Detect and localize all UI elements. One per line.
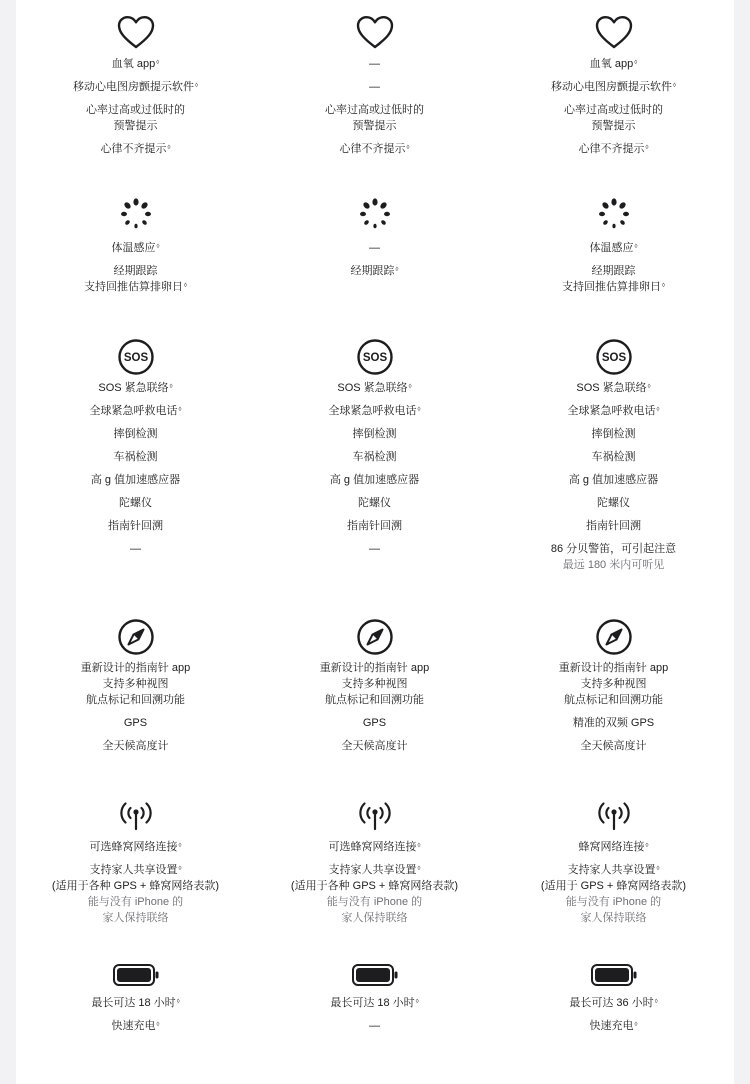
temperature-icon <box>116 196 156 236</box>
compass-item-2: 支持多种视图 <box>102 678 169 690</box>
health-item-3: 心率过高或过低时的 <box>325 104 424 116</box>
cellular-item-4: 能与没有 iPhone 的 <box>87 896 184 908</box>
cellular-item-3: (适用于 GPS + 蜂窝网络表款) <box>540 880 687 892</box>
health-item-2: 移动心电图房颤提示软件◊ <box>551 81 676 93</box>
cellular-item-4: 能与没有 iPhone 的 <box>326 896 423 908</box>
cellular-item-2: 支持家人共享设置◊ <box>567 864 660 876</box>
cellular-section <box>494 796 733 926</box>
health-item-4: 预警提示 <box>591 120 636 132</box>
compass-item-2: 支持多种视图 <box>341 678 408 690</box>
cellular-icon <box>355 796 395 832</box>
svg-text:SOS: SOS <box>601 352 626 365</box>
compass-section <box>16 618 255 754</box>
safety-item-5: 高 g 值加速感应器 <box>90 474 181 486</box>
comparison-panel <box>16 0 734 1084</box>
cellular-section <box>255 796 494 926</box>
temp-item-3: 支持回推估算排卵日◊ <box>562 281 665 293</box>
cellular-item-5: 家人保持联络 <box>341 912 408 924</box>
safety-item-4: 车祸检测 <box>591 451 636 463</box>
sos-icon <box>117 338 155 376</box>
compass-icon <box>356 618 394 656</box>
sos-icon <box>356 338 394 376</box>
compass-icon <box>117 618 155 656</box>
temp-section <box>16 196 255 295</box>
safety-item-3: 摔倒检测 <box>113 428 158 440</box>
battery-item-2: — <box>369 1020 380 1032</box>
safety-item-1: SOS 紧急联络◊ <box>337 382 412 394</box>
compass-item-3: 航点标记和回溯功能 <box>86 694 185 706</box>
safety-item-6: 陀螺仪 <box>597 497 630 509</box>
cellular-item-1: 蜂窝网络连接◊ <box>578 841 649 853</box>
battery-item-1: 最长可达 18 小时◊ <box>91 997 180 1009</box>
health-section <box>16 14 255 157</box>
battery-item-1: 最长可达 18 小时◊ <box>330 997 419 1009</box>
compass-item-2: 支持多种视图 <box>580 678 647 690</box>
heart-icon <box>594 14 634 52</box>
heart-icon <box>355 14 395 52</box>
column-model-1 <box>16 0 255 1084</box>
health-section <box>255 14 494 157</box>
battery-item-2: 快速充电◊ <box>111 1020 160 1032</box>
svg-text:SOS: SOS <box>123 352 148 365</box>
compass-item-4: 精准的双频 GPS <box>572 717 655 729</box>
heart-icon <box>116 14 156 52</box>
health-item-4: 预警提示 <box>352 120 397 132</box>
cellular-item-3: (适用于各种 GPS + 蜂窝网络表款) <box>51 880 220 892</box>
compass-item-4: GPS <box>362 717 387 729</box>
battery-item-2: 快速充电◊ <box>589 1020 638 1032</box>
cellular-item-5: 家人保持联络 <box>102 912 169 924</box>
safety-section <box>255 338 494 557</box>
safety-item-6: 陀螺仪 <box>119 497 152 509</box>
safety-item-1: SOS 紧急联络◊ <box>576 382 651 394</box>
safety-item-1: SOS 紧急联络◊ <box>98 382 173 394</box>
safety-item-5: 高 g 值加速感应器 <box>329 474 420 486</box>
cellular-item-2: 支持家人共享设置◊ <box>89 864 182 876</box>
health-item-1: — <box>369 58 380 70</box>
cellular-item-1: 可选蜂窝网络连接◊ <box>328 841 421 853</box>
health-item-5: 心律不齐提示◊ <box>100 143 171 155</box>
compass-item-5: 全天候高度计 <box>341 740 408 752</box>
temp-item-1: — <box>369 242 380 254</box>
safety-item-2: 全球紧急呼救电话◊ <box>89 405 182 417</box>
safety-section <box>494 338 733 573</box>
compass-item-1: 重新设计的指南针 app <box>319 662 430 674</box>
column-model-2 <box>255 0 494 1084</box>
battery-icon <box>590 962 638 988</box>
compass-section <box>494 618 733 754</box>
safety-item-9: 最远 180 米内可听见 <box>562 559 665 571</box>
safety-item-5: 高 g 值加速感应器 <box>568 474 659 486</box>
compass-item-1: 重新设计的指南针 app <box>80 662 191 674</box>
health-item-3: 心率过高或过低时的 <box>86 104 185 116</box>
compass-item-3: 航点标记和回溯功能 <box>564 694 663 706</box>
svg-text:SOS: SOS <box>362 352 387 365</box>
battery-icon <box>351 962 399 988</box>
compass-item-4: GPS <box>123 717 148 729</box>
safety-item-2: 全球紧急呼救电话◊ <box>567 405 660 417</box>
compass-icon <box>595 618 633 656</box>
safety-item-2: 全球紧急呼救电话◊ <box>328 405 421 417</box>
safety-item-8: — <box>130 543 141 555</box>
health-item-3: 心率过高或过低时的 <box>564 104 663 116</box>
temp-section <box>255 196 494 279</box>
safety-item-8: 86 分贝警笛，可引起注意 <box>550 543 677 555</box>
battery-item-1: 最长可达 36 小时◊ <box>569 997 658 1009</box>
cellular-item-4: 能与没有 iPhone 的 <box>565 896 662 908</box>
safety-item-3: 摔倒检测 <box>591 428 636 440</box>
temp-item-2: 经期跟踪 <box>113 265 158 277</box>
safety-item-7: 指南针回溯 <box>347 520 402 532</box>
health-item-5: 心律不齐提示◊ <box>339 143 410 155</box>
safety-item-3: 摔倒检测 <box>352 428 397 440</box>
safety-item-7: 指南针回溯 <box>108 520 163 532</box>
temp-item-2: 经期跟踪 <box>591 265 636 277</box>
sos-icon <box>595 338 633 376</box>
health-item-2: 移动心电图房颤提示软件◊ <box>73 81 198 93</box>
battery-icon <box>112 962 160 988</box>
battery-section <box>494 962 733 1034</box>
health-item-4: 预警提示 <box>113 120 158 132</box>
health-section <box>494 14 733 157</box>
temp-section <box>494 196 733 295</box>
cellular-item-2: 支持家人共享设置◊ <box>328 864 421 876</box>
cellular-section <box>16 796 255 926</box>
cellular-item-3: (适用于各种 GPS + 蜂窝网络表款) <box>290 880 459 892</box>
health-item-2: — <box>369 81 380 93</box>
safety-item-7: 指南针回溯 <box>586 520 641 532</box>
temp-item-1: 体温感应◊ <box>111 242 160 254</box>
compass-item-3: 航点标记和回溯功能 <box>325 694 424 706</box>
cellular-icon <box>116 796 156 832</box>
column-model-3 <box>494 0 733 1084</box>
temperature-icon <box>355 196 395 236</box>
safety-item-6: 陀螺仪 <box>358 497 391 509</box>
compass-section <box>255 618 494 754</box>
temp-item-1: 体温感应◊ <box>589 242 638 254</box>
health-item-1: 血氧 app◊ <box>111 58 160 70</box>
temperature-icon <box>594 196 634 236</box>
compass-item-5: 全天候高度计 <box>580 740 647 752</box>
safety-item-4: 车祸检测 <box>352 451 397 463</box>
safety-section <box>16 338 255 557</box>
safety-item-4: 车祸检测 <box>113 451 158 463</box>
health-item-1: 血氧 app◊ <box>589 58 638 70</box>
compass-item-5: 全天候高度计 <box>102 740 169 752</box>
cellular-icon <box>594 796 634 832</box>
compass-item-1: 重新设计的指南针 app <box>558 662 669 674</box>
temp-item-3: 支持回推估算排卵日◊ <box>84 281 187 293</box>
battery-section <box>255 962 494 1034</box>
cellular-item-5: 家人保持联络 <box>580 912 647 924</box>
health-item-5: 心律不齐提示◊ <box>578 143 649 155</box>
cellular-item-1: 可选蜂窝网络连接◊ <box>89 841 182 853</box>
safety-item-8: — <box>369 543 380 555</box>
temp-item-2: 经期跟踪◊ <box>350 265 399 277</box>
battery-section <box>16 962 255 1034</box>
